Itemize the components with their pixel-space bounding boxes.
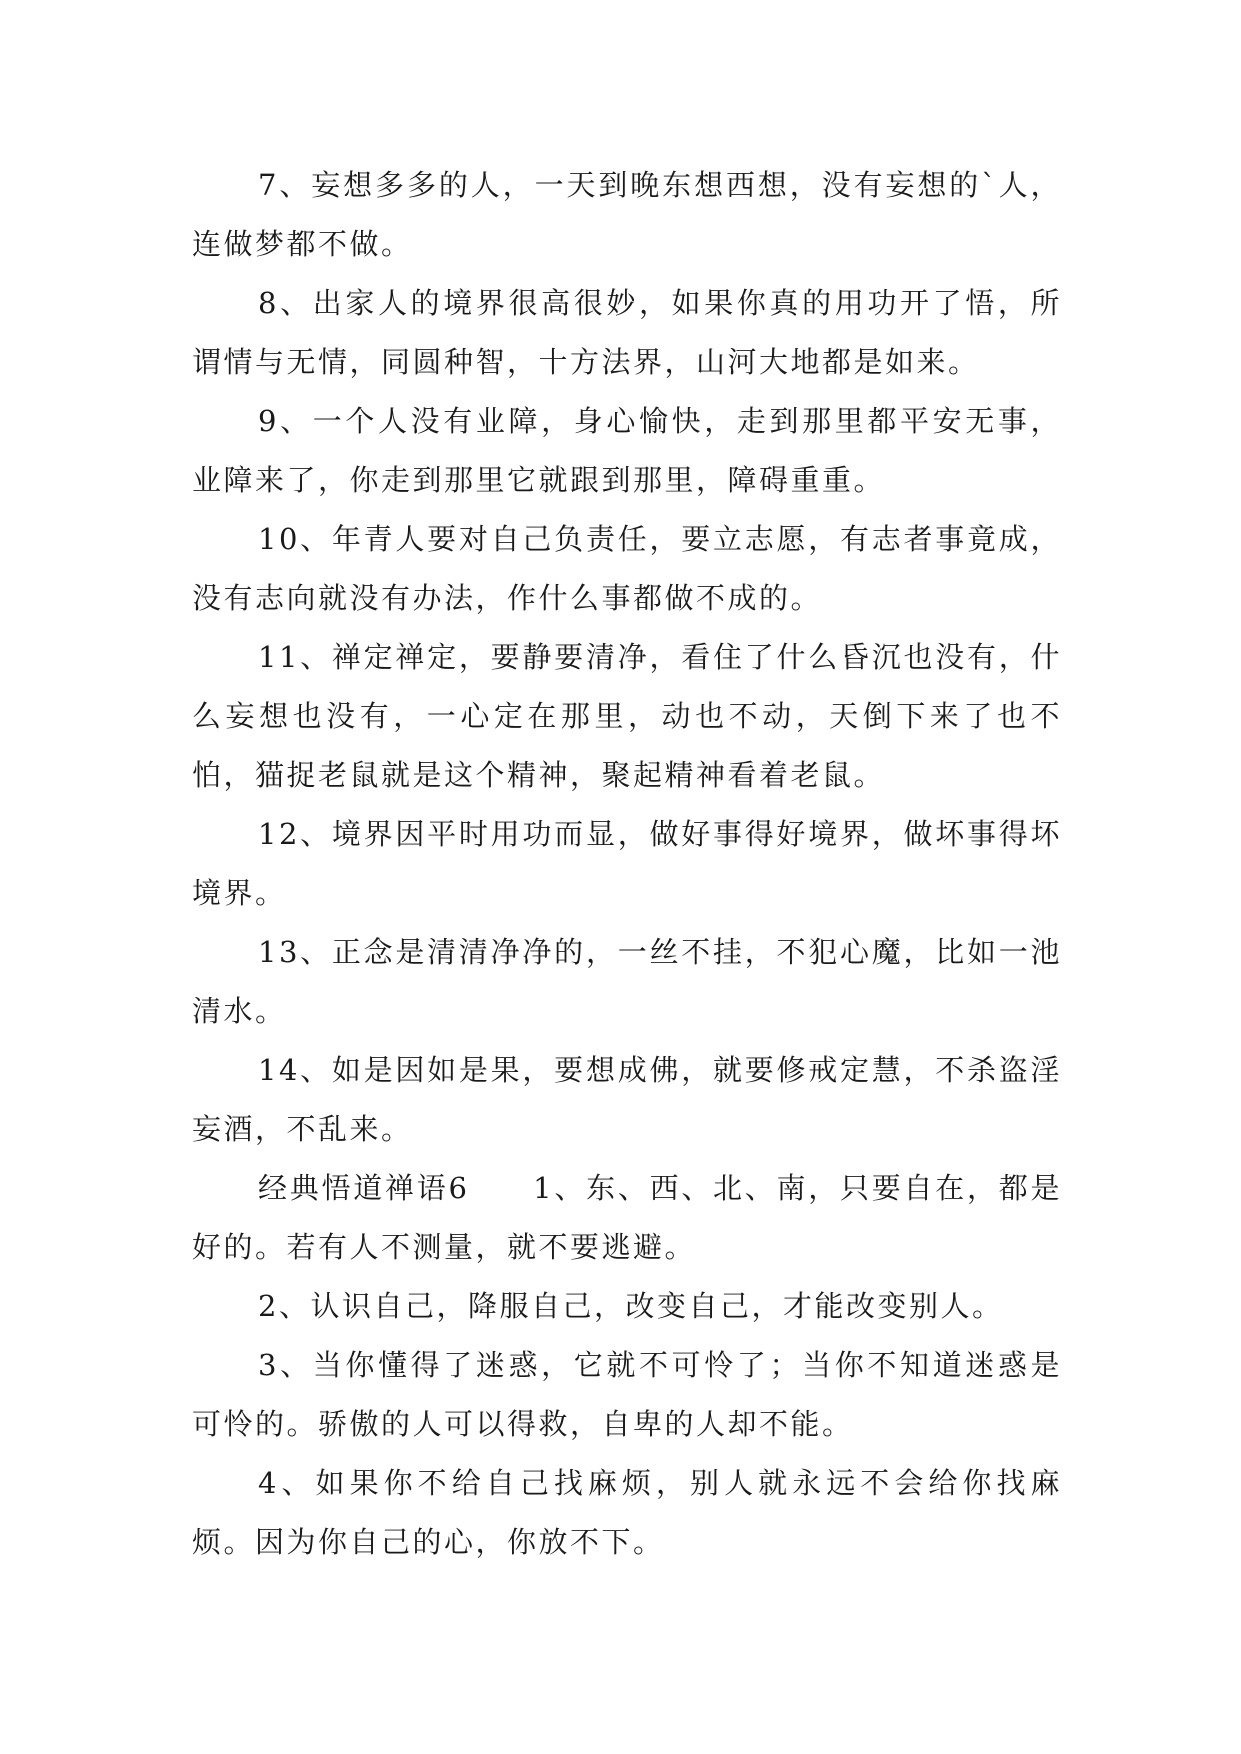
paragraph-7: 7、妄想多多的人，一天到晚东想西想，没有妄想的`人，连做梦都不做。 (192, 168, 1062, 261)
paragraph-10: 10、年青人要对自己负责任，要立志愿，有志者事竟成，没有志向就没有办法，作什么事都做不成的。 (192, 522, 1062, 615)
paragraph-12: 12、境界因平时用功而显，做好事得好境界，做坏事得坏境界。 (192, 817, 1062, 910)
paragraph-2: 2、认识自己，降服自己，改变自己，才能改变别人。 (258, 1289, 1004, 1323)
paragraph-9: 9、一个人没有业障，身心愉快，走到那里都平安无事，业障来了，你走到那里它就跟到那里，障碍重重。 (192, 404, 1062, 497)
section-heading-paragraph: 经典悟道禅语6 1、东、西、北、南，只要自在，都是好的。若有人不测量，就不要逃避。 (192, 1171, 1062, 1264)
paragraph-14: 14、如是因如是果，要想成佛，就要修戒定慧，不杀盗淫妄酒，不乱来。 (192, 1053, 1062, 1146)
paragraph-4: 4、如果你不给自己找麻烦，别人就永远不会给你找麻烦。因为你自己的心，你放不下。 (192, 1466, 1062, 1559)
paragraph-3: 3、当你懂得了迷惑，它就不可怜了；当你不知道迷惑是可怜的。骄傲的人可以得救，自卑的人却不能。 (192, 1348, 1062, 1441)
paragraph-13: 13、正念是清清净净的，一丝不挂，不犯心魔，比如一池清水。 (192, 935, 1062, 1028)
paragraph-11: 11、禅定禅定，要静要清净，看住了什么昏沉也没有，什么妄想也没有，一心定在那里，动也不动，天倒下来了也不怕，猫捉老鼠就是这个精神，聚起精神看着老鼠。 (192, 640, 1062, 792)
document-body (192, 156, 1062, 1572)
paragraph-8: 8、出家人的境界很高很妙，如果你真的用功开了悟，所谓情与无情，同圆种智，十方法界，山河大地都是如来。 (192, 286, 1062, 379)
